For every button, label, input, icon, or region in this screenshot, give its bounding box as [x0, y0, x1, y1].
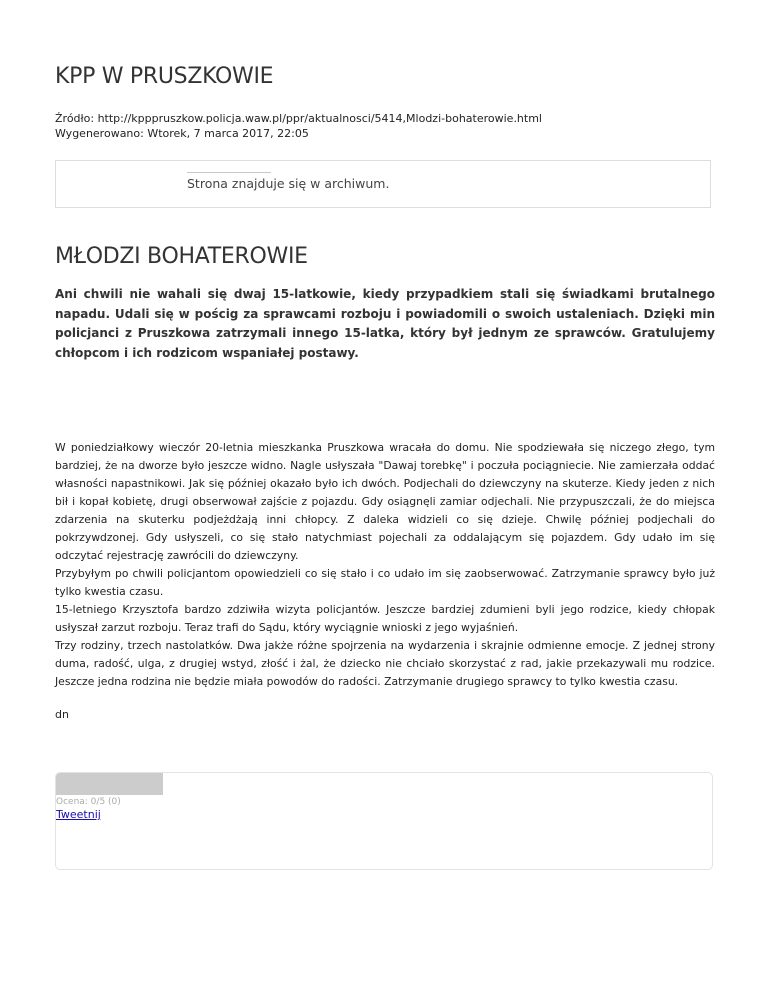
article-paragraph: 15-letniego Krzysztofa bardzo zdziwiła wizyta policjantów. Jeszcze bardziej zdumieni byli jego rodzice, kiedy chłopak usłyszał zarzut rozboju. Teraz trafi do Sądu, który wyciągnie wnioski z jego wyjaśnień.	[55, 603, 715, 634]
page-meta	[55, 111, 542, 141]
article-body	[55, 439, 715, 691]
rating-box	[55, 772, 713, 870]
archive-notice: Strona znajduje się w archiwum.	[187, 176, 390, 191]
generated-date: Wygenerowano: Wtorek, 7 marca 2017, 22:05	[55, 127, 309, 140]
article-lead: Ani chwili nie wahali się dwaj 15-latkowie, kiedy przypadkiem stali się świadkami brutalnego napadu. Udali się w pościg za sprawcami rozboju i powiadomili o swoich ustaleniach. Dzięki min policjanci z Pruszkowa zatrzymali innego 15-latka, który był jednym ze sprawców. Gratulujemy chłopcom i ich rodzicom wspaniałej postawy.	[55, 287, 715, 360]
rating-text: Ocena: 0/5 (0)	[56, 797, 121, 807]
article-title: MŁODZI BOHATEROWIE	[55, 244, 308, 269]
rating-stars[interactable]	[56, 773, 163, 795]
site-title: KPP W PRUSZKOWIE	[55, 64, 274, 89]
archive-notice-box	[55, 160, 711, 208]
article-paragraph: Przybyłym po chwili policjantom opowiedzieli co się stało i co udało im się zaobserwować. Zatrzymanie sprawcy było już tylko kwestia czasu.	[55, 567, 715, 598]
tweet-link[interactable]: Tweetnij	[56, 808, 101, 821]
author-signature: dn	[55, 708, 69, 721]
source-url: Źródło: http://kpppruszkow.policja.waw.pl/ppr/aktualnosci/5414,Mlodzi-bohaterowie.html	[55, 112, 542, 125]
archive-divider	[187, 172, 271, 173]
article-paragraph: W poniedziałkowy wieczór 20-letnia mieszkanka Pruszkowa wracała do domu. Nie spodziewała się niczego złego, tym bardziej, że na dworze było jeszcze widno. Nagle usłyszała "Dawaj torebkę" i poczuła pociągniecie. Nie zamierzała oddać własności napastnikowi. Jak się później okazało było ich dwóch. Podjechali do dziewczyny na skuterze. Kiedy jeden z nich bił i kopał kobietę, drugi obserwował zajście z pojazdu. Gdy osiągnęli zamiar odjechali. Nie przypuszczali, że do miejsca zdarzenia na skuterku podjeżdżają inni chłopcy. Z daleka widzieli co się dzieje. Chwilę później podjechali do pokrzywdzonej. Gdy usłyszeli, co się stało natychmiast pojechali za oddalającym się pojazdem. Gdy udało im się odczytać rejestrację zawrócili do dziewczyny.	[55, 441, 715, 562]
article-paragraph: Trzy rodziny, trzech nastolatków. Dwa jakże różne spojrzenia na wydarzenia i skrajnie odmienne emocje. Z jednej strony duma, radość, ulga, z drugiej wstyd, złość i żal, że dziecko nie chciało skorzystać z rad, jakie przekazywali mu rodzice. Jeszcze jedna rodzina nie będzie miała powodów do radości. Zatrzymanie drugiego sprawcy to tylko kwestia czasu.	[55, 639, 715, 688]
